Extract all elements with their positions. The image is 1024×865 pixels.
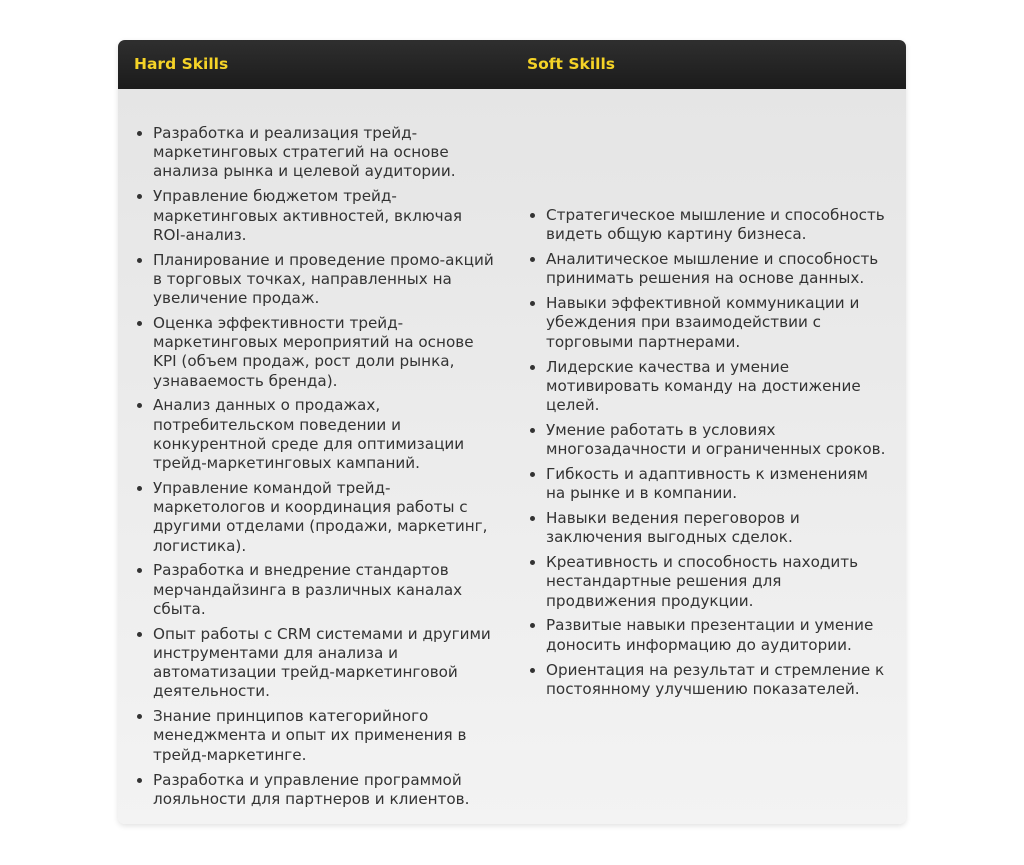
table-header [118,40,906,89]
list-item: Стратегическое мышление и способность видеть общую картину бизнеса. [527,206,892,244]
soft-skills-heading: Soft Skills [527,55,615,73]
list-item: Аналитическое мышление и способность принимать решения на основе данных. [527,250,892,288]
soft-skills-list [527,206,892,699]
list-item: Управление командой трейд-маркетологов и координация работы с другими отделами (продажи, маркетинг, логистика). [134,479,498,556]
list-item: Разработка и внедрение стандартов мерчандайзинга в различных каналах сбыта. [134,561,498,619]
list-item: Навыки эффективной коммуникации и убеждения при взаимодействии с торговыми партнерами. [527,294,892,352]
list-item: Управление бюджетом трейд-маркетинговых активностей, включая ROI-анализ. [134,187,498,245]
list-item: Знание принципов категорийного менеджмента и опыт их применения в трейд-маркетинге. [134,707,498,765]
list-item: Разработка и управление программой лояльности для партнеров и клиентов. [134,771,498,809]
soft-skills-column [512,89,906,824]
skills-table [118,40,906,824]
list-item: Опыт работы с CRM системами и другими инструментами для анализа и автоматизации трейд-маркетинговой деятельности. [134,625,498,702]
list-item: Разработка и реализация трейд-маркетинговых стратегий на основе анализа рынка и целевой аудитории. [134,124,498,182]
list-item: Умение работать в условиях многозадачности и ограниченных сроков. [527,421,892,459]
list-item: Гибкость и адаптивность к изменениям на рынке и в компании. [527,465,892,503]
list-item: Ориентация на результат и стремление к постоянному улучшению показателей. [527,661,892,699]
hard-skills-heading: Hard Skills [134,55,229,73]
list-item: Планирование и проведение промо-акций в торговых точках, направленных на увеличение продаж. [134,251,498,309]
list-item: Анализ данных о продажах, потребительском поведении и конкурентной среде для оптимизации трейд-маркетинговых кампаний. [134,396,498,473]
list-item: Креативность и способность находить нестандартные решения для продвижения продукции. [527,553,892,611]
table-body [118,89,906,824]
list-item: Оценка эффективности трейд-маркетинговых мероприятий на основе KPI (объем продаж, рост доли рынка, узнаваемость бренда). [134,314,498,391]
list-item: Лидерские качества и умение мотивировать команду на достижение целей. [527,358,892,416]
list-item: Развитые навыки презентации и умение доносить информацию до аудитории. [527,616,892,654]
list-item: Навыки ведения переговоров и заключения выгодных сделок. [527,509,892,547]
hard-skills-list [134,124,498,809]
hard-skills-column [118,89,512,824]
